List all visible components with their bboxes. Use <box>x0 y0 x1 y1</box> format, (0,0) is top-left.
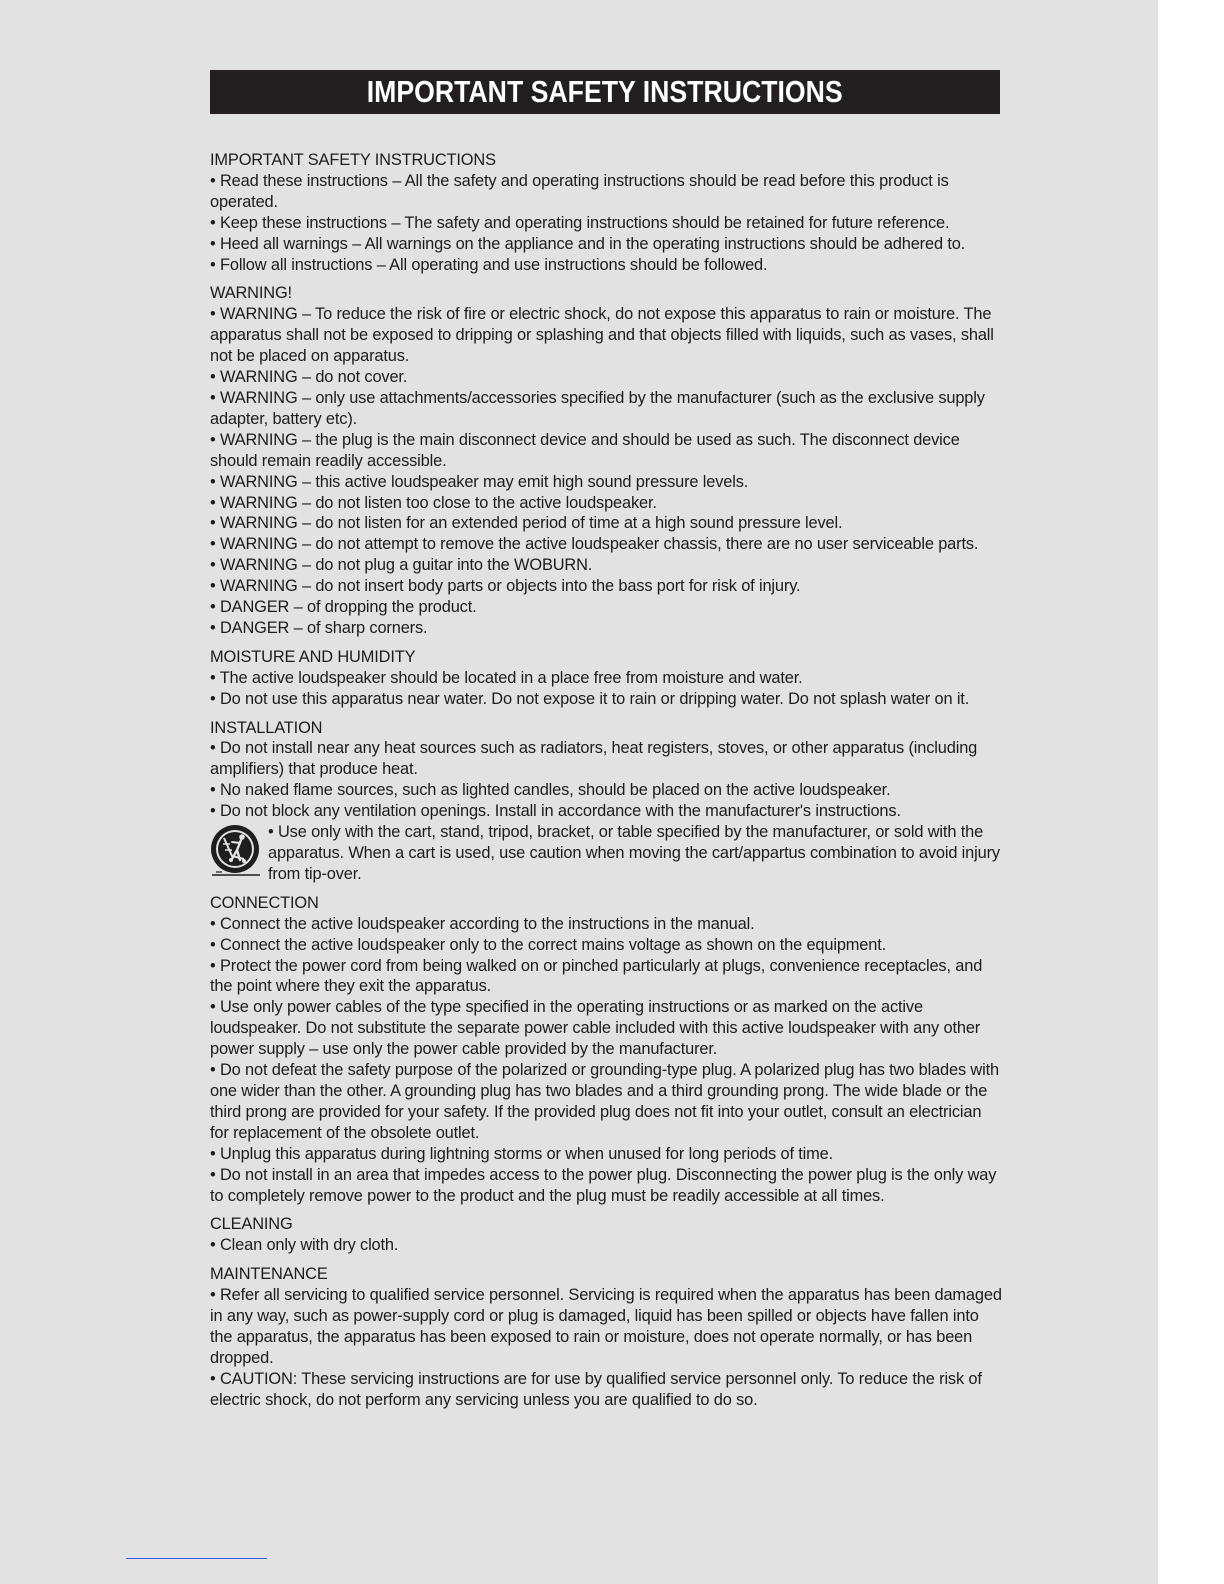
instruction-item: • Unplug this apparatus during lightning storms or when unused for long periods of time. <box>210 1144 834 1163</box>
section-heading: INSTALLATION <box>210 718 323 737</box>
instruction-item: • Follow all instructions – All operating and use instructions should be followed. <box>210 255 768 274</box>
instruction-item: • WARNING – this active loudspeaker may emit high sound pressure levels. <box>210 472 749 491</box>
instruction-item: • The active loudspeaker should be located in a place free from moisture and water. <box>210 668 803 687</box>
section-maintenance <box>210 1264 1002 1410</box>
section-heading: IMPORTANT SAFETY INSTRUCTIONS <box>210 151 496 169</box>
instruction-item: • No naked flame sources, such as lighted candles, should be placed on the active loudspeaker. <box>210 781 891 800</box>
instruction-item: • Connect the active loudspeaker only to the correct mains voltage as shown on the equipment. <box>210 935 887 954</box>
instruction-item: • Do not install near any heat sources such as radiators, heat registers, stoves, or other apparatus (including amplifiers) that produce heat. <box>210 739 978 779</box>
instruction-item: • WARNING – do not attempt to remove the active loudspeaker chassis, there are no user serviceable parts. <box>210 535 979 554</box>
section-important-safety <box>210 150 1002 275</box>
instruction-item: • Do not block any ventilation openings. Install in accordance with the manufacturer's instructions. <box>210 802 901 821</box>
instruction-item: • Do not install in an area that impedes access to the power plug. Disconnecting the power plug is the only way to completely remove power to the product and the plug must be readily accessible at all times. <box>210 1165 997 1205</box>
section-heading: CONNECTION <box>210 893 319 912</box>
section-connection <box>210 893 1002 1207</box>
instructions-body <box>210 150 1002 1419</box>
section-cleaning <box>210 1214 1002 1256</box>
section-moisture-humidity <box>210 647 1002 710</box>
title-banner <box>210 70 1000 114</box>
instruction-item: • DANGER – of sharp corners. <box>210 618 428 637</box>
instruction-item: • Connect the active loudspeaker according to the instructions in the manual. <box>210 914 755 933</box>
footer-link-underline <box>126 1558 267 1559</box>
instruction-item: • WARNING – To reduce the risk of fire or electric shock, do not expose this apparatus to rain or moisture. The apparatus shall not be exposed to dripping or splashing and that objects filled with liquids, such as vases, shall not be placed on apparatus. <box>210 305 994 366</box>
section-warning <box>210 283 1002 638</box>
instruction-item: • Use only with the cart, stand, tripod, bracket, or table specified by the manufacturer, or sold with the apparatus. When a cart is used, use caution when moving the cart/appartus combination to avoid injury from tip-over. <box>268 823 1000 883</box>
instruction-item: • Refer all servicing to qualified service personnel. Servicing is required when the apparatus has been damaged in any way, such as power-supply cord or plug is damaged, liquid has been spilled or objects have fallen into the apparatus, the apparatus has been exposed to rain or moisture, does not operate normally, or has been dropped. <box>210 1286 1002 1367</box>
instruction-item: • Heed all warnings – All warnings on the appliance and in the operating instructions should be adhered to. <box>210 234 966 253</box>
section-heading: MOISTURE AND HUMIDITY <box>210 647 416 666</box>
instruction-item: • Read these instructions – All the safety and operating instructions should be read before this product is operated. <box>210 171 949 211</box>
instruction-item: • DANGER – of dropping the product. <box>210 598 477 617</box>
instruction-item: • WARNING – do not insert body parts or objects into the bass port for risk of injury. <box>210 577 801 596</box>
instruction-item: • Protect the power cord from being walked on or pinched particularly at plugs, convenience receptacles, and the point where they exit the apparatus. <box>210 956 983 996</box>
instruction-item: • WARNING – do not cover. <box>210 368 408 387</box>
instruction-item: • CAUTION: These servicing instructions are for use by qualified service personnel only. To reduce the risk of electric shock, do not perform any servicing unless you are qualified to do so. <box>210 1369 982 1409</box>
section-heading: CLEANING <box>210 1215 293 1234</box>
section-installation <box>210 718 1002 885</box>
section-heading: MAINTENANCE <box>210 1265 328 1284</box>
cart-tip-over-warning-icon <box>210 822 262 878</box>
instruction-item: • WARNING – do not plug a guitar into the WOBURN. <box>210 556 593 575</box>
banner-title: IMPORTANT SAFETY INSTRUCTIONS <box>367 74 843 109</box>
instruction-item: • Keep these instructions – The safety and operating instructions should be retained for future reference. <box>210 213 950 232</box>
instruction-item: • WARNING – do not listen for an extended period of time at a high sound pressure level. <box>210 514 843 533</box>
instruction-item: • Do not use this apparatus near water. Do not expose it to rain or dripping water. Do not splash water on it. <box>210 689 970 708</box>
instruction-item: • Clean only with dry cloth. <box>210 1236 399 1255</box>
instruction-item: • Use only power cables of the type specified in the operating instructions or as marked on the active loudspeaker. Do not substitute the separate power cable included with this active loudspeaker with any other power supply – use only the power cable provided by the manufacturer. <box>210 998 981 1059</box>
instruction-item: • WARNING – the plug is the main disconnect device and should be used as such. The disconnect device should remain readily accessible. <box>210 430 960 470</box>
instruction-item: • Do not defeat the safety purpose of the polarized or grounding-type plug. A polarized plug has two blades with one wider than the other. A grounding plug has two blades and a third grounding prong. The wide blade or the third prong are provided for your safety. If the provided plug does not fit into your outlet, consult an electrician for replacement of the obsolete outlet. <box>210 1061 999 1142</box>
instruction-item: • WARNING – only use attachments/accessories specified by the manufacturer (such as the exclusive supply adapter, battery etc). <box>210 388 985 428</box>
cart-warning-row <box>210 822 1002 885</box>
instruction-item: • WARNING – do not listen too close to the active loudspeaker. <box>210 493 657 512</box>
section-heading: WARNING! <box>210 284 292 303</box>
